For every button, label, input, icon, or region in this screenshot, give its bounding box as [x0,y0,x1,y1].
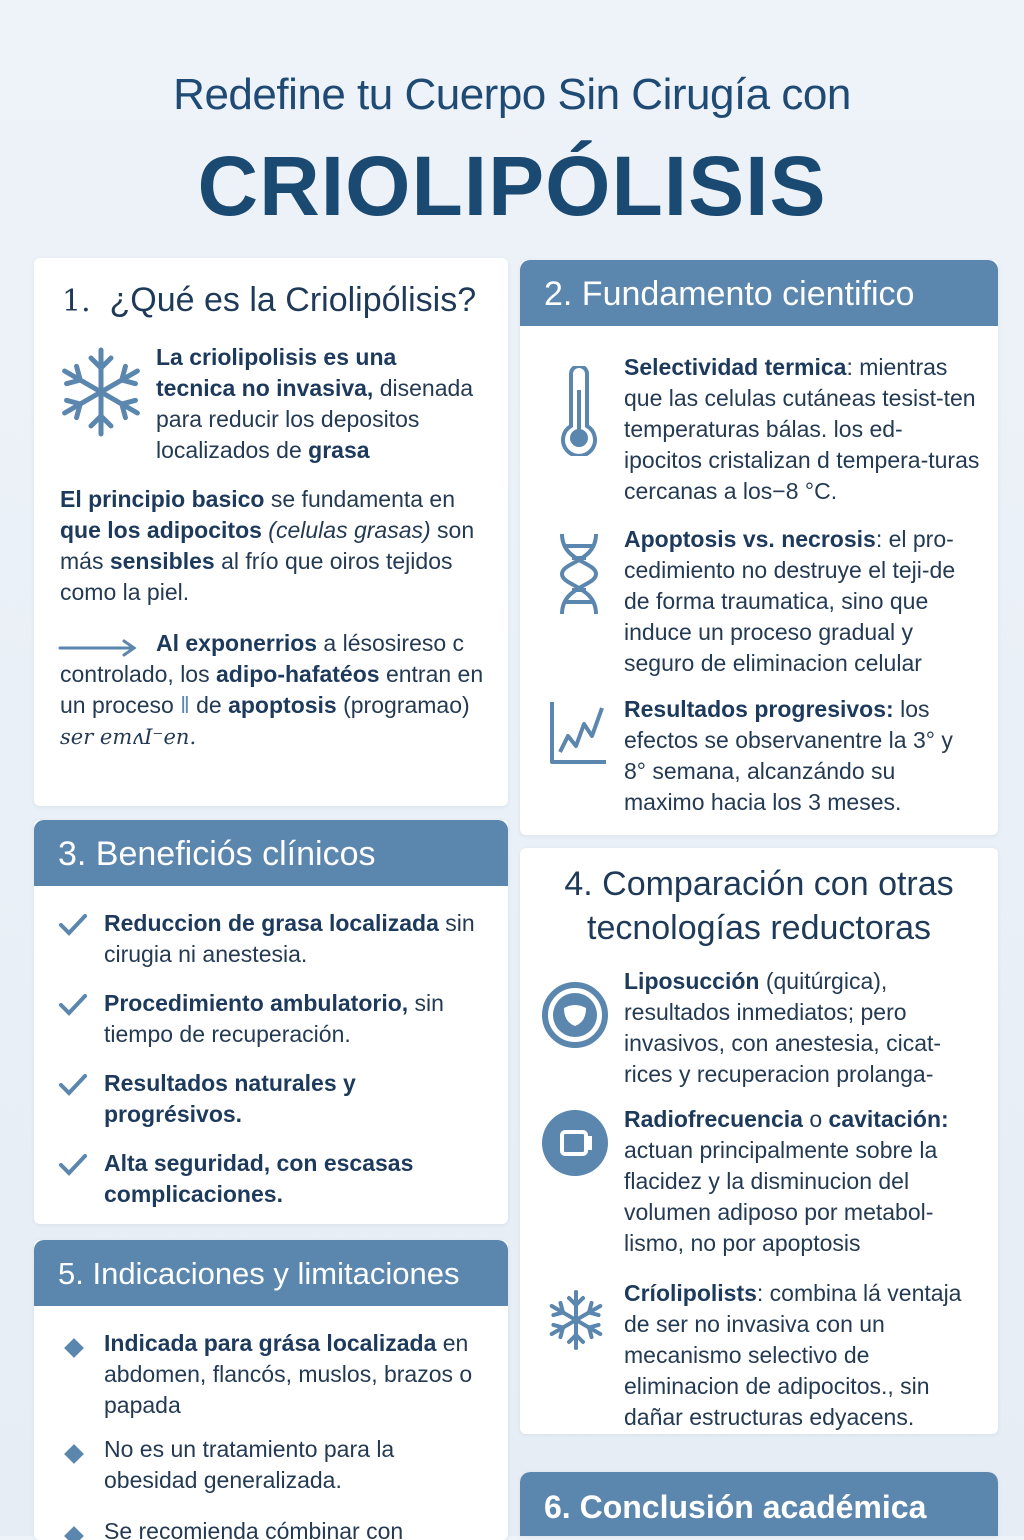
section-comparison [520,848,998,1434]
s3-item-2: Procedimiento ambulatorio, sin tiempo de recuperación. [104,990,444,1047]
s5-item-3: Se recomienda cómbinar con [104,1518,404,1540]
s3-item-4: Alta seguridad, con escasas complicaciones. [104,1150,414,1207]
s5-item-1: Indicada para grása localizada en abdomen, flancós, muslos, brazos o papada [104,1330,473,1418]
page-title: CRIOLIPÓLISIS [197,139,827,233]
check-icon [58,1072,88,1098]
s3-item-3: Resultados naturales y progrésivos. [104,1070,356,1127]
s4-item-1: Liposucción (quitúrgica), resultados inmediatos; pero invasivos, con anestesia, cicat-rices y recuperacion prolanga- [624,968,942,1087]
section-1-paragraph-2: El principio basico se fundamenta en que los adipocitos (celulas grasas) son más sensibles al frío que oiros tejidos como la piel. [60,486,475,605]
snowflake-icon [56,344,146,440]
section-4-heading: 4. Comparación con otras tecnologías reductoras [564,865,954,947]
s2-item-2: Apoptosis vs. necrosis: el pro-cedimiento no destruye el teji-de de forma traumatica, sino que induce un proceso gradual y seguro de eliminacion celular [624,526,956,676]
page-subtitle: Redefine tu Cuerpo Sin Cirugía con [173,70,851,119]
radiofrequency-icon [542,1110,608,1176]
section-6-heading: 6. Conclusión académica [520,1472,998,1536]
diamond-bullet-icon [62,1524,86,1540]
s4-item-2: Radiofrecuencia o cavitación: actuan principalmente sobre la flacidez y la disminucion del volumen adiposo por metabol-lismo, no por apoptosis [624,1106,949,1256]
check-icon [58,1152,88,1178]
s5-item-2: No es un tratamiento para la obesidad generalizada. [104,1436,395,1493]
section-indications [34,1240,508,1540]
section-5-heading: 5. Indicaciones y limitaciones [34,1240,508,1306]
check-icon [58,992,88,1018]
liposuction-icon [542,982,608,1048]
section-3-heading: 3. Beneficiós clínicos [34,820,508,886]
diamond-bullet-icon [62,1442,86,1466]
s2-item-3: Resultados progresivos: los efectos se observanentre la 3° y 8° semana, alcanzándo su maximo hacia los 3 meses. [624,696,953,815]
section-scientific-basis [520,260,998,835]
check-icon [58,912,88,938]
s3-item-1: Reduccion de grasa localizada sin cirugia ni anestesia. [104,910,475,967]
diamond-bullet-icon [62,1336,86,1360]
section-1-paragraph-1: La criolipolisis es una tecnica no invasiva, disenada para reducir los depositos localizados de grasa [156,344,474,463]
section-1-paragraph-3: Al exponerrios a lésosireso c controlado, los adipo-hafatéos entran en un proceso ‖ de apoptosis (programao) ser emʌI⁻en. [60,630,484,749]
thermometer-icon [556,366,602,456]
snowflake-icon [546,1288,606,1352]
chart-icon [548,700,608,766]
section-what-is [34,258,508,806]
section-1-heading: 1. ¿Qué es la Criolipólisis? [62,281,477,319]
s4-item-3: Críolipolists: combina lá ventaja de ser no invasiva con un mecanismo selectivo de eliminacion de adipocitos., sin dañar estructuras edyacens. [624,1280,962,1430]
section-clinical-benefits [34,820,508,1224]
section-2-heading: 2. Fundamento cientifico [520,260,998,326]
dna-icon [554,532,604,616]
s2-item-1: Selectividad termica: mientras que las celulas cutáneas tesist-ten temperaturas bálas. los ed-ipocitos cristalizan d tempera-turas cercanas a los−8 °C. [624,354,980,504]
section-conclusion [520,1472,998,1536]
